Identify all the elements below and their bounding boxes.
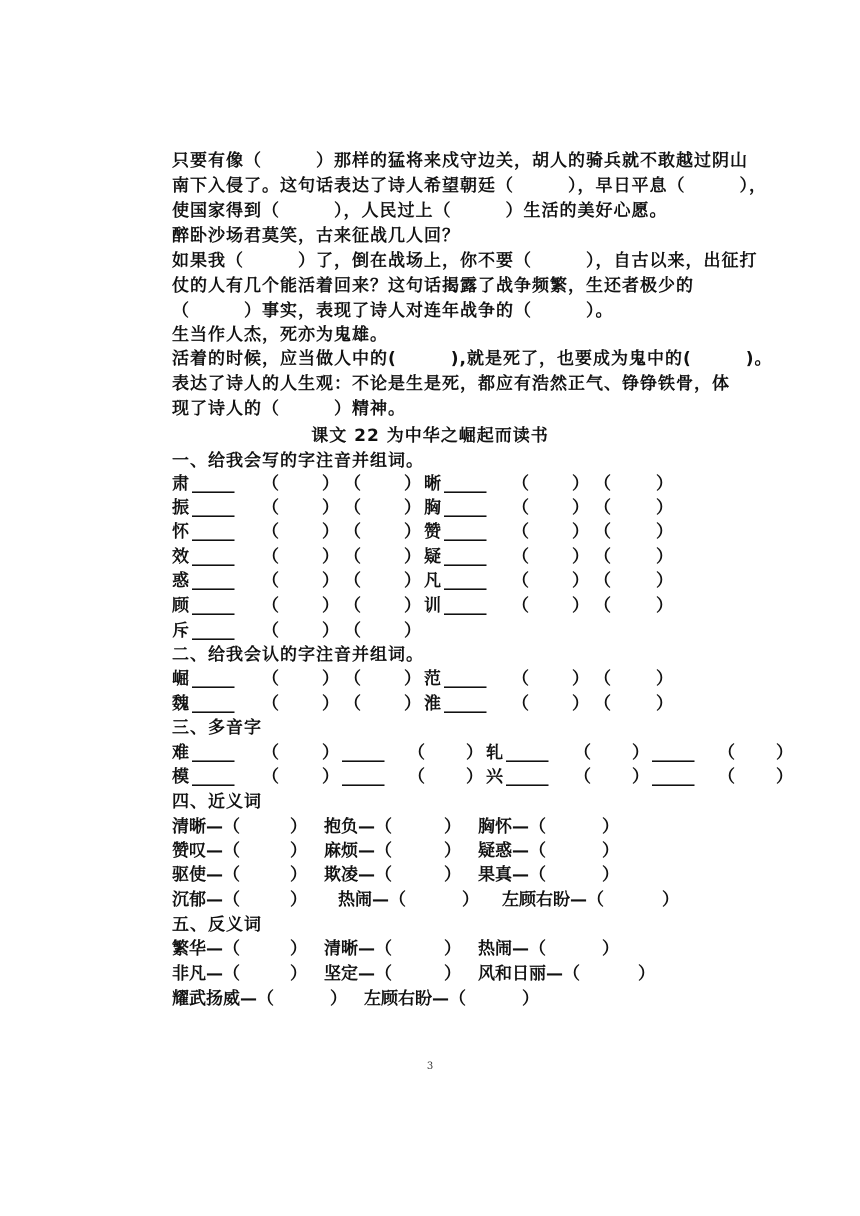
paren-open: （ xyxy=(594,571,611,591)
paren-close: ） xyxy=(656,498,673,518)
blank-line: _____ xyxy=(192,474,235,494)
paren-open: （ xyxy=(344,498,361,518)
paren-open: （ xyxy=(344,669,361,689)
blank-line: _____ xyxy=(444,522,487,542)
paren-open: （ xyxy=(594,547,611,567)
paren-open: （ xyxy=(594,694,611,714)
paren-close: ） xyxy=(404,596,421,616)
paren-open: （ xyxy=(574,767,591,787)
paren-close: ） xyxy=(322,743,339,763)
paren-open: （ xyxy=(344,694,361,714)
paren-open: （ xyxy=(262,547,279,567)
blank-line: _____ xyxy=(444,694,487,714)
paren-open: （ xyxy=(512,596,529,616)
char-left: 崛 xyxy=(172,669,189,689)
word-item: 欺凌—（ xyxy=(324,865,392,885)
paren-open: （ xyxy=(262,767,279,787)
paren-open: （ xyxy=(344,596,361,616)
blank-line: _____ xyxy=(192,621,235,641)
paren-open: （ xyxy=(512,522,529,542)
poem-line-4: 醉卧沙场君莫笑，古来征战几人回？ xyxy=(172,226,460,246)
paren-close: ） xyxy=(638,964,655,984)
paren-close: ） xyxy=(322,498,339,518)
paren-close: ） xyxy=(462,890,479,910)
paren-close: ） xyxy=(572,694,589,714)
word-item: 繁华—（ xyxy=(172,939,240,959)
section1-heading: 一、给我会写的字注音并组词。 xyxy=(172,451,424,471)
blank-line: _____ xyxy=(192,596,235,616)
blank-line: _____ xyxy=(444,474,487,494)
word-item: 赞叹—（ xyxy=(172,841,240,861)
paren-close: ） xyxy=(662,890,679,910)
char-left: 难 xyxy=(172,743,189,763)
paren-close: ） xyxy=(404,498,421,518)
paren-close: ） xyxy=(444,865,461,885)
word-item: 左顾右盼—（ xyxy=(502,890,604,910)
paren-open: （ xyxy=(594,596,611,616)
paren-close: ） xyxy=(444,841,461,861)
word-item: 清晰—（ xyxy=(324,939,392,959)
paren-open: （ xyxy=(718,743,735,763)
word-item: 热闹—（ xyxy=(338,890,406,910)
blank-line: _____ xyxy=(192,498,235,518)
paren-close: ） xyxy=(656,596,673,616)
blank-line: _____ xyxy=(652,743,695,763)
paren-close: ） xyxy=(602,939,619,959)
paren-close: ） xyxy=(572,547,589,567)
paren-close: ） xyxy=(404,571,421,591)
page-number: 3 xyxy=(426,1061,434,1072)
word-item: 疑惑—（ xyxy=(478,841,546,861)
paren-close: ） xyxy=(466,767,483,787)
blank-line: _____ xyxy=(444,669,487,689)
blank-line: _____ xyxy=(444,596,487,616)
word-item: 抱负—（ xyxy=(324,817,392,837)
word-item: 热闹—（ xyxy=(478,939,546,959)
blank-line: _____ xyxy=(444,498,487,518)
poem-line-5: 如果我（ ）了，倒在战场上，你不要（ ），自古以来，出征打 xyxy=(172,251,758,271)
paren-close: ） xyxy=(522,989,539,1009)
paren-close: ） xyxy=(322,621,339,641)
paren-close: ） xyxy=(656,571,673,591)
paren-close: ） xyxy=(656,694,673,714)
blank-line: _____ xyxy=(192,669,235,689)
paren-open: （ xyxy=(262,498,279,518)
paren-close: ） xyxy=(290,865,307,885)
word-item: 清晰—（ xyxy=(172,817,240,837)
paren-close: ） xyxy=(572,498,589,518)
blank-line: _____ xyxy=(506,743,549,763)
blank-line: _____ xyxy=(192,743,235,763)
paren-close: ） xyxy=(572,596,589,616)
paren-close: ） xyxy=(404,621,421,641)
blank-line: _____ xyxy=(192,571,235,591)
paren-close: ） xyxy=(602,865,619,885)
paren-open: （ xyxy=(262,596,279,616)
word-item: 耀武扬威—（ xyxy=(172,989,274,1009)
blank-line: _____ xyxy=(192,522,235,542)
paren-open: （ xyxy=(344,571,361,591)
paren-close: ） xyxy=(444,817,461,837)
paren-open: （ xyxy=(594,669,611,689)
paren-close: ） xyxy=(776,767,793,787)
blank-line: _____ xyxy=(506,767,549,787)
paren-close: ） xyxy=(572,669,589,689)
paren-close: ） xyxy=(322,669,339,689)
char-left: 魏 xyxy=(172,694,189,714)
paren-open: （ xyxy=(512,694,529,714)
poem-line-6: 仗的人有几个能活着回来？这句话揭露了战争频繁，生还者极少的 xyxy=(172,276,694,296)
paren-open: （ xyxy=(594,522,611,542)
paren-open: （ xyxy=(262,474,279,494)
word-item: 风和日丽—（ xyxy=(478,964,580,984)
poem-line-10: 表达了诗人的人生观：不论是生是死，都应有浩然正气、铮铮铁骨，体 xyxy=(172,374,730,394)
paren-close: ） xyxy=(322,596,339,616)
char-right: 兴 xyxy=(486,767,503,787)
paren-open: （ xyxy=(512,498,529,518)
char-left: 模 xyxy=(172,767,189,787)
word-item: 左顾右盼—（ xyxy=(364,989,466,1009)
paren-close: ） xyxy=(322,694,339,714)
paren-open: （ xyxy=(262,621,279,641)
char-right: 疑 xyxy=(424,547,441,567)
section5-heading: 五、反义词 xyxy=(172,915,262,935)
paren-open: （ xyxy=(718,767,735,787)
section2-heading: 二、给我会认的字注音并组词。 xyxy=(172,645,424,665)
paren-open: （ xyxy=(262,694,279,714)
blank-line: _____ xyxy=(192,694,235,714)
paren-close: ） xyxy=(290,841,307,861)
paren-close: ） xyxy=(404,669,421,689)
poem-line-1: 只要有像（ ）那样的猛将来戍守边关，胡人的骑兵就不敢越过阴山 xyxy=(172,151,748,171)
paren-close: ） xyxy=(290,939,307,959)
paren-open: （ xyxy=(262,522,279,542)
poem-line-7: （ ）事实，表现了诗人对连年战争的（ ）。 xyxy=(172,301,614,321)
paren-open: （ xyxy=(512,547,529,567)
paren-close: ） xyxy=(322,767,339,787)
paren-close: ） xyxy=(656,522,673,542)
paren-close: ） xyxy=(404,547,421,567)
paren-close: ） xyxy=(572,474,589,494)
paren-close: ） xyxy=(656,669,673,689)
char-left: 效 xyxy=(172,547,189,567)
paren-open: （ xyxy=(344,474,361,494)
blank-line: _____ xyxy=(444,547,487,567)
char-right: 轧 xyxy=(486,743,503,763)
word-item: 麻烦—（ xyxy=(324,841,392,861)
paren-close: ） xyxy=(290,890,307,910)
char-right: 胸 xyxy=(424,498,441,518)
paren-open: （ xyxy=(594,474,611,494)
word-item: 沉郁—（ xyxy=(172,890,240,910)
paren-close: ） xyxy=(572,571,589,591)
blank-line: _____ xyxy=(342,743,385,763)
paren-close: ） xyxy=(602,817,619,837)
char-right: 晰 xyxy=(424,474,441,494)
word-item: 果真—（ xyxy=(478,865,546,885)
paren-close: ） xyxy=(632,767,649,787)
paren-close: ） xyxy=(444,939,461,959)
paren-open: （ xyxy=(512,571,529,591)
paren-open: （ xyxy=(512,669,529,689)
paren-open: （ xyxy=(262,743,279,763)
char-right: 训 xyxy=(424,596,441,616)
char-left: 怀 xyxy=(172,522,189,542)
paren-close: ） xyxy=(444,964,461,984)
blank-line: _____ xyxy=(342,767,385,787)
paren-close: ） xyxy=(322,474,339,494)
paren-close: ） xyxy=(290,817,307,837)
paren-close: ） xyxy=(776,743,793,763)
paren-open: （ xyxy=(262,669,279,689)
paren-open: （ xyxy=(344,547,361,567)
paren-close: ） xyxy=(290,964,307,984)
paren-close: ） xyxy=(322,547,339,567)
char-right: 淮 xyxy=(424,694,441,714)
blank-line: _____ xyxy=(652,767,695,787)
paren-open: （ xyxy=(344,621,361,641)
paren-close: ） xyxy=(330,989,347,1009)
char-left: 斥 xyxy=(172,621,189,641)
paren-close: ） xyxy=(322,522,339,542)
paren-open: （ xyxy=(344,522,361,542)
paren-open: （ xyxy=(574,743,591,763)
word-item: 非凡—（ xyxy=(172,964,240,984)
char-right: 范 xyxy=(424,669,441,689)
paren-close: ） xyxy=(572,522,589,542)
paren-open: （ xyxy=(408,767,425,787)
paren-close: ） xyxy=(466,743,483,763)
lesson-title: 课文 22 为中华之崛起而读书 xyxy=(311,426,549,446)
section4-heading: 四、近义词 xyxy=(172,792,262,812)
char-left: 顾 xyxy=(172,596,189,616)
word-item: 坚定—（ xyxy=(324,964,392,984)
paren-open: （ xyxy=(594,498,611,518)
word-item: 胸怀—（ xyxy=(478,817,546,837)
poem-line-11: 现了诗人的（ ）精神。 xyxy=(172,399,406,419)
char-left: 肃 xyxy=(172,474,189,494)
paren-close: ） xyxy=(602,841,619,861)
poem-line-3: 使国家得到（ ），人民过上（ ）生活的美好心愿。 xyxy=(172,201,668,221)
paren-open: （ xyxy=(408,743,425,763)
poem-line-9: 活着的时候，应当做人中的( ),就是死了，也要成为鬼中的( )。 xyxy=(172,349,773,369)
paren-close: ） xyxy=(632,743,649,763)
section3-heading: 三、多音字 xyxy=(172,718,262,738)
paren-close: ） xyxy=(404,694,421,714)
paren-close: ） xyxy=(404,474,421,494)
paren-open: （ xyxy=(512,474,529,494)
blank-line: _____ xyxy=(192,767,235,787)
poem-line-2: 南下入侵了。这句话表达了诗人希望朝廷（ ），早日平息（ ）， xyxy=(172,176,767,196)
char-right: 赞 xyxy=(424,522,441,542)
char-right: 凡 xyxy=(424,571,441,591)
paren-close: ） xyxy=(656,474,673,494)
poem-line-8: 生当作人杰，死亦为鬼雄。 xyxy=(172,325,388,345)
char-left: 振 xyxy=(172,498,189,518)
blank-line: _____ xyxy=(444,571,487,591)
word-item: 驱使—（ xyxy=(172,865,240,885)
char-left: 惑 xyxy=(172,571,189,591)
blank-line: _____ xyxy=(192,547,235,567)
paren-open: （ xyxy=(262,571,279,591)
paren-close: ） xyxy=(656,547,673,567)
paren-close: ） xyxy=(322,571,339,591)
paren-close: ） xyxy=(404,522,421,542)
